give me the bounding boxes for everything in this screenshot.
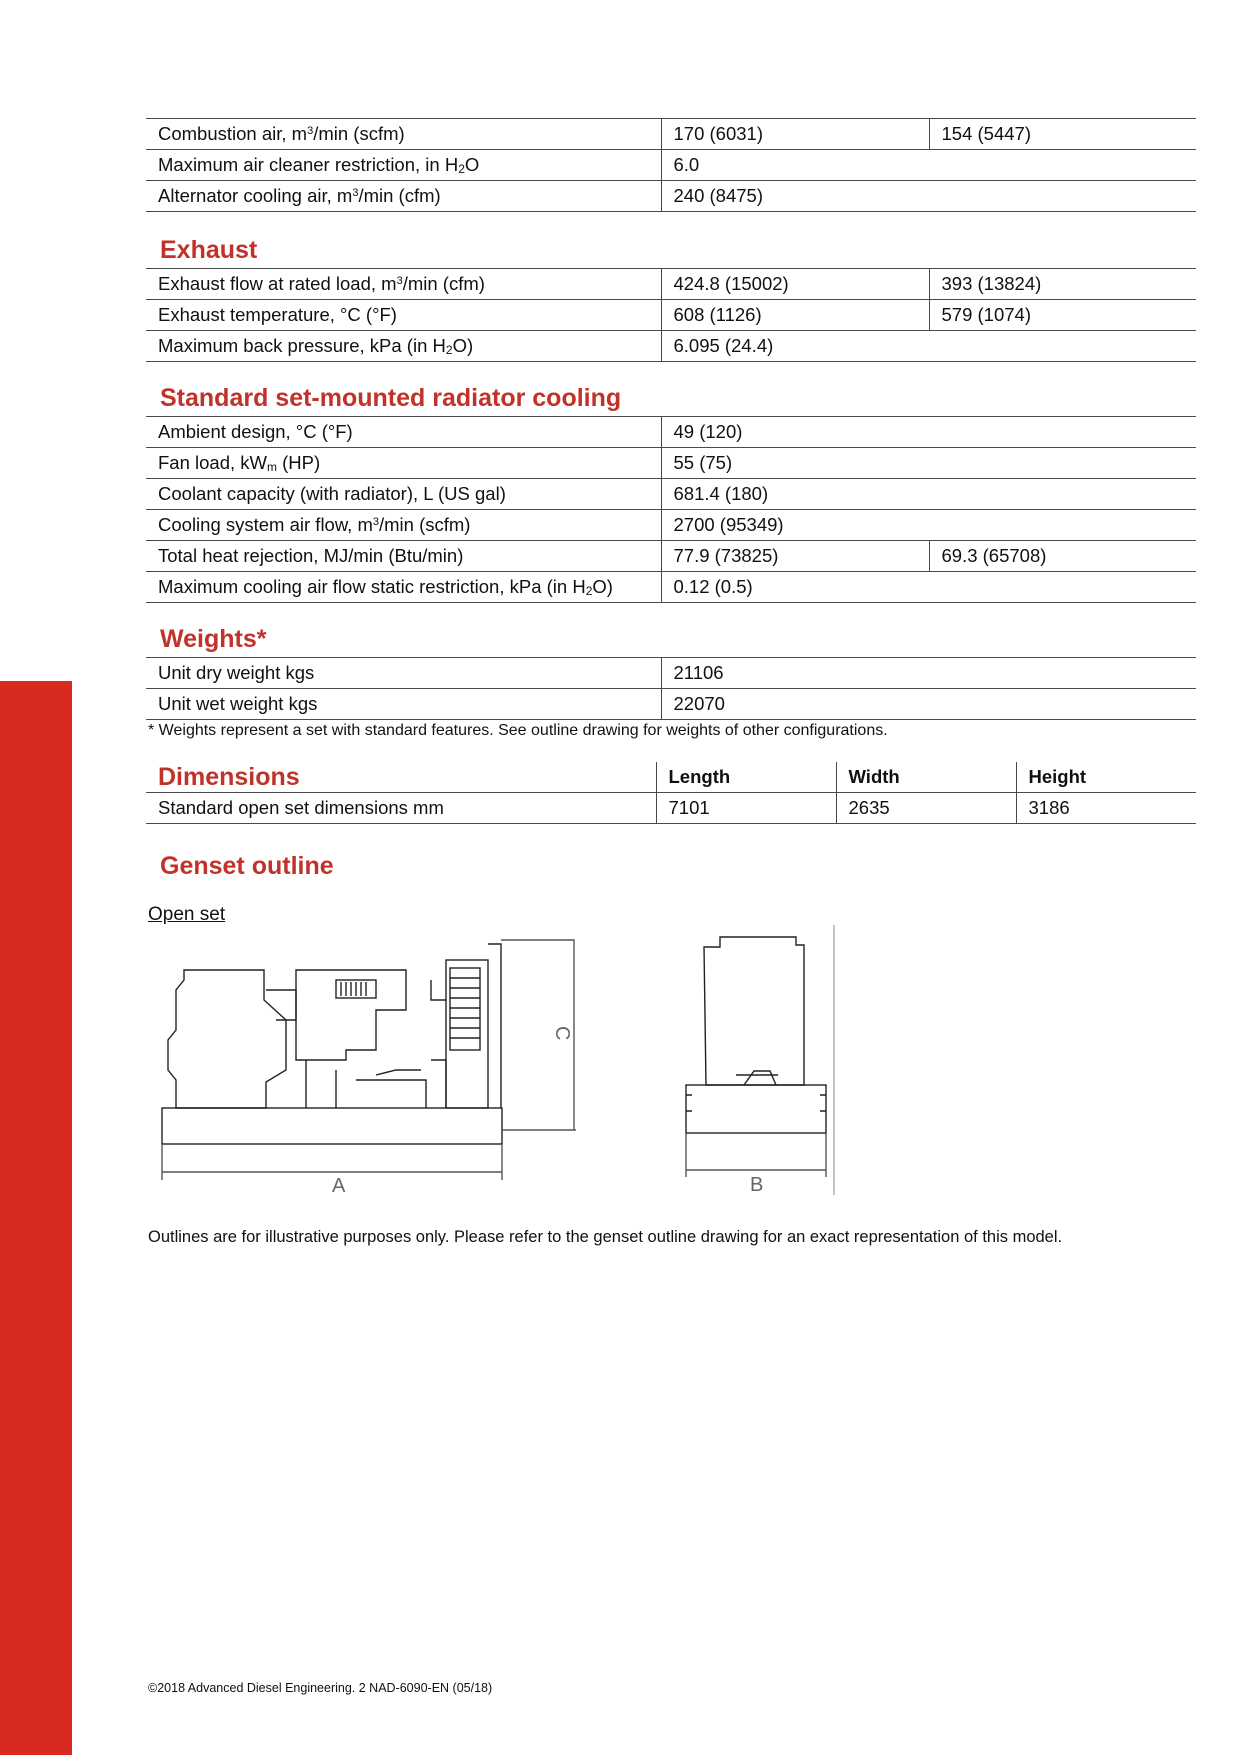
dimensions-table-wrap	[146, 762, 1196, 824]
section-title-exhaust: Exhaust	[160, 236, 258, 264]
row-value: 2635	[836, 793, 1016, 824]
table-row	[146, 269, 1196, 300]
column-header: Width	[836, 762, 1016, 793]
table-row	[146, 541, 1196, 572]
table-row	[146, 479, 1196, 510]
row-value: 393 (13824)	[929, 269, 1196, 300]
row-label: Coolant capacity (with radiator), L (US gal)	[146, 479, 661, 510]
cooling-table-wrap	[146, 416, 1196, 603]
row-value: 0.12 (0.5)	[661, 572, 1196, 603]
row-label: Ambient design, °C (°F)	[146, 417, 661, 448]
row-value: 6.0	[661, 150, 1196, 181]
row-value: 22070	[661, 689, 1196, 720]
table-row	[146, 510, 1196, 541]
row-label: Exhaust temperature, °C (°F)	[146, 300, 661, 331]
outline-disclaimer: Outlines are for illustrative purposes only. Please refer to the genset outline drawing for an exact representation of this model.	[148, 1228, 1063, 1246]
weights-table-wrap	[146, 657, 1196, 720]
skid-base-shape	[162, 1108, 502, 1144]
air-table	[146, 118, 1196, 212]
row-value: 579 (1074)	[929, 300, 1196, 331]
row-label: Standard open set dimensions mm	[146, 793, 656, 824]
table-row	[146, 417, 1196, 448]
end-view-enclosure-shape	[704, 937, 804, 1085]
section-title-cooling: Standard set-mounted radiator cooling	[160, 384, 622, 412]
row-value: 681.4 (180)	[661, 479, 1196, 510]
row-label: Alternator cooling air, $m^3/\min$ (cfm)	[146, 181, 661, 212]
table-row	[146, 150, 1196, 181]
row-value: 154 (5447)	[929, 119, 1196, 150]
table-row	[146, 331, 1196, 362]
row-value: 2700 (95349)	[661, 510, 1196, 541]
section-title-outline: Genset outline	[160, 852, 334, 880]
section-title-dimensions: Dimensions	[146, 762, 656, 793]
column-header: Length	[656, 762, 836, 793]
row-label: Unit dry weight kgs	[146, 658, 661, 689]
row-value: 7101	[656, 793, 836, 824]
table-row	[146, 300, 1196, 331]
weights-table	[146, 657, 1196, 720]
row-value: 55 (75)	[661, 448, 1196, 479]
side-accent-bar	[0, 681, 72, 1755]
row-label: Maximum back pressure, kPa (in $H_2O$)	[146, 331, 661, 362]
row-label: Maximum cooling air flow static restriction, kPa (in $H_2O$)	[146, 572, 661, 603]
table-row	[146, 689, 1196, 720]
air-table-wrap	[146, 118, 1196, 212]
exhaust-table-wrap	[146, 268, 1196, 362]
table-header-row	[146, 762, 1196, 793]
open-set-caption: Open set	[148, 904, 226, 925]
genset-end-view-drawing	[666, 925, 856, 1205]
row-value: 424.8 (15002)	[661, 269, 929, 300]
row-value: 240 (8475)	[661, 181, 1196, 212]
row-label: Fan load, $kW_m$ (HP)	[146, 448, 661, 479]
dimension-label-b: B	[750, 1174, 764, 1196]
row-value: 170 (6031)	[661, 119, 929, 150]
table-row	[146, 119, 1196, 150]
row-label: Combustion air, $m^3/\min$ (scfm)	[146, 119, 661, 150]
row-value: 69.3 (65708)	[929, 541, 1196, 572]
end-view-skid-shape	[686, 1085, 826, 1133]
section-title-weights: Weights*	[160, 625, 267, 653]
dimension-label-c: C	[551, 1026, 573, 1041]
row-label: Cooling system air flow, $m^3/\min$ (scfm)	[146, 510, 661, 541]
row-label: Total heat rejection, MJ/min (Btu/min)	[146, 541, 661, 572]
genset-side-view-drawing	[146, 930, 596, 1210]
row-label: Maximum air cleaner restriction, in $H_2O$	[146, 150, 661, 181]
table-row	[146, 181, 1196, 212]
table-row	[146, 448, 1196, 479]
row-value: 49 (120)	[661, 417, 1196, 448]
row-value: 6.095 (24.4)	[661, 331, 1196, 362]
column-header: Height	[1016, 762, 1196, 793]
radiator-shape	[446, 960, 488, 1108]
table-row	[146, 572, 1196, 603]
weights-footnote: * Weights represent a set with standard features. See outline drawing for weights of other configurations.	[148, 722, 888, 739]
cooling-table	[146, 416, 1196, 603]
dimensions-table	[146, 762, 1196, 824]
exhaust-table	[146, 268, 1196, 362]
engine-block-shape	[168, 970, 286, 1108]
row-label: Exhaust flow at rated load, $m^3/\min$ (cfm)	[146, 269, 661, 300]
row-value: 3186	[1016, 793, 1196, 824]
page-footer: ©2018 Advanced Diesel Engineering. 2 NAD-6090-EN (05/18)	[148, 1681, 493, 1695]
row-value: 77.9 (73825)	[661, 541, 929, 572]
table-row	[146, 658, 1196, 689]
dimension-label-a: A	[332, 1175, 346, 1197]
table-row	[146, 793, 1196, 824]
row-label: Unit wet weight kgs	[146, 689, 661, 720]
row-value: 21106	[661, 658, 1196, 689]
row-value: 608 (1126)	[661, 300, 929, 331]
